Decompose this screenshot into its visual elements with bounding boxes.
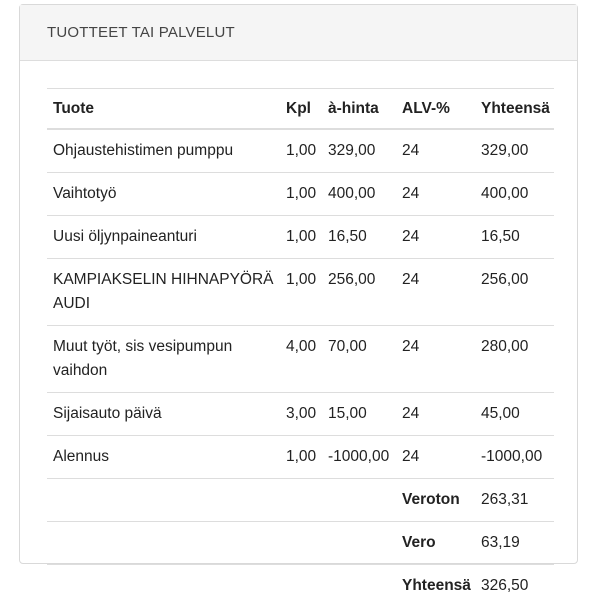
cell-unit-price: 400,00 [322,173,396,216]
cell-qty: 1,00 [280,436,322,479]
cell-qty: 1,00 [280,259,322,326]
header-product: Tuote [47,89,280,130]
cell-product: Ohjaustehistimen pumppu [47,129,280,173]
cell-total: 400,00 [475,173,554,216]
summary-label-net: Veroton [396,479,475,522]
cell-unit-price: 329,00 [322,129,396,173]
table-row [47,173,554,216]
cell-qty: 1,00 [280,216,322,259]
cell-unit-price: 256,00 [322,259,396,326]
cell-total: -1000,00 [475,436,554,479]
header-vat: ALV-% [396,89,475,130]
header-total: Yhteensä [475,89,554,130]
cell-product: Muut työt, sis vesipumpun vaihdon [47,326,280,393]
cell-product: Alennus [47,436,280,479]
header-qty: Kpl [280,89,322,130]
cell-total: 280,00 [475,326,554,393]
summary-value-net: 263,31 [475,479,554,522]
cell-vat: 24 [396,393,475,436]
cell-vat: 24 [396,216,475,259]
table-row [47,436,554,479]
table-row [47,326,554,393]
cell-product: Vaihtotyö [47,173,280,216]
table-row [47,216,554,259]
table-row [47,393,554,436]
summary-row-net [47,479,554,522]
cell-unit-price: 16,50 [322,216,396,259]
cell-total: 16,50 [475,216,554,259]
summary-row-tax [47,522,554,565]
summary-spacer [47,565,396,607]
summary-label-total: Yhteensä [396,565,475,607]
header-unit-price: à-hinta [322,89,396,130]
table-body [47,129,554,607]
cell-product: Uusi öljynpaineanturi [47,216,280,259]
cell-qty: 1,00 [280,129,322,173]
summary-label-tax: Vero [396,522,475,565]
products-panel [19,4,578,564]
cell-unit-price: 70,00 [322,326,396,393]
table-header [47,89,554,130]
table-row [47,129,554,173]
cell-total: 256,00 [475,259,554,326]
table-row [47,259,554,326]
header-row [47,89,554,130]
summary-value-total: 326,50 [475,565,554,607]
cell-qty: 1,00 [280,173,322,216]
cell-qty: 3,00 [280,393,322,436]
cell-unit-price: -1000,00 [322,436,396,479]
cell-vat: 24 [396,436,475,479]
summary-spacer [47,479,396,522]
cell-total: 45,00 [475,393,554,436]
panel-title: TUOTTEET TAI PALVELUT [47,24,235,41]
cell-product: KAMPIAKSELIN HIHNAPYÖRÄ AUDI [47,259,280,326]
cell-vat: 24 [396,326,475,393]
cell-vat: 24 [396,173,475,216]
summary-row-total [47,565,554,607]
products-table [47,88,554,607]
cell-vat: 24 [396,129,475,173]
cell-qty: 4,00 [280,326,322,393]
cell-product: Sijaisauto päivä [47,393,280,436]
cell-total: 329,00 [475,129,554,173]
summary-spacer [47,522,396,565]
summary-value-tax: 63,19 [475,522,554,565]
cell-vat: 24 [396,259,475,326]
panel-heading [20,5,577,61]
cell-unit-price: 15,00 [322,393,396,436]
